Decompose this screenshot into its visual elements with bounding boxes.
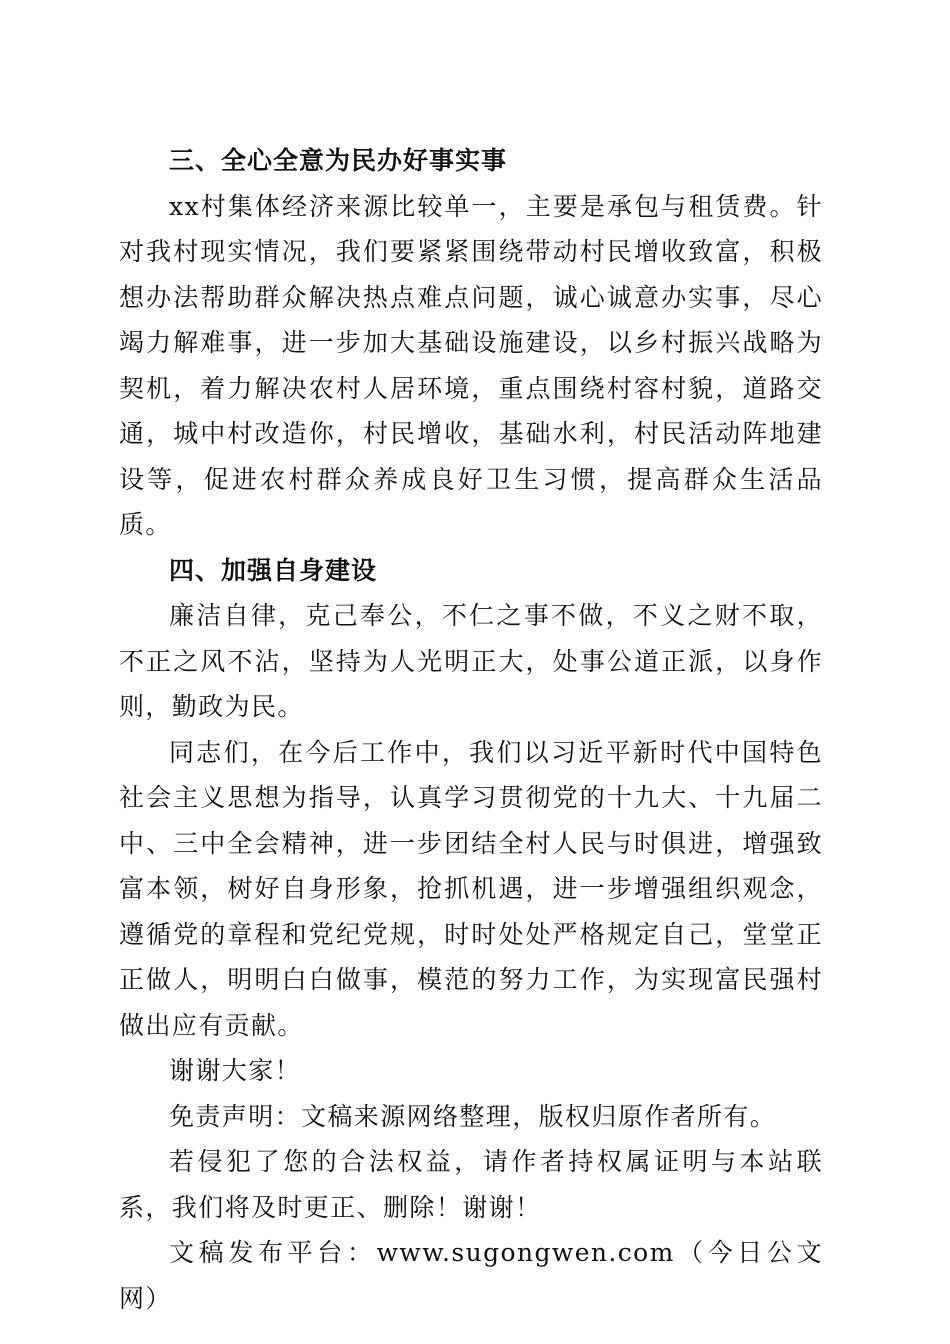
section-heading-4: 四、加强自身建设 xyxy=(169,555,378,585)
disclaimer-line: 免责声明：文稿来源网络整理，版权归原作者所有。 xyxy=(169,1101,777,1131)
publish-platform-line: 文稿发布平台：www.sugongwen.com（今日公文网） xyxy=(119,1238,823,1313)
section-paragraph-4: 廉洁自律，克己奉公，不仁之事不做，不义之财不取，不正之风不沾，坚持为人光明正大，处事公道正派，以身作则，勤政为民。 xyxy=(119,601,823,721)
section-heading-3: 三、全心全意为民办好事实事 xyxy=(169,146,508,175)
closing-paragraph: 同志们，在今后工作中，我们以习近平新时代中国特色社会主义思想为指导，认真学习贯彻党的十九大、十九届二中、三中全会精神，进一步团结全村人民与时俱进，增强致富本领，树好自身形象，抢抓机遇，进一步增强组织观念，遵循党的章程和党纪党规，时时处处严格规定自己，堂堂正正做人，明明白白做事，模范的努力工作，为实现富民强村做出应有贡献。 xyxy=(119,737,823,1040)
infringement-notice: 若侵犯了您的合法权益，请作者持权属证明与本站联系，我们将及时更正、删除！谢谢！ xyxy=(119,1147,823,1222)
document-body xyxy=(119,138,823,1321)
thanks-line: 谢谢大家！ xyxy=(169,1056,302,1085)
section-paragraph-3: xx村集体经济来源比较单一，主要是承包与租赁费。针对我村现实情况，我们要紧紧围绕带动村民增收致富，积极想办法帮助群众解决热点难点问题，诚心诚意办实事，尽心竭力解难事，进一步加大基础设施建设，以乡村振兴战略为契机，着力解决农村人居环境，重点围绕村容村貌，道路交通，城中村改造你，村民增收，基础水利，村民活动阵地建设等，促进农村群众养成良好卫生习惯，提高群众生活品质。 xyxy=(119,191,823,539)
